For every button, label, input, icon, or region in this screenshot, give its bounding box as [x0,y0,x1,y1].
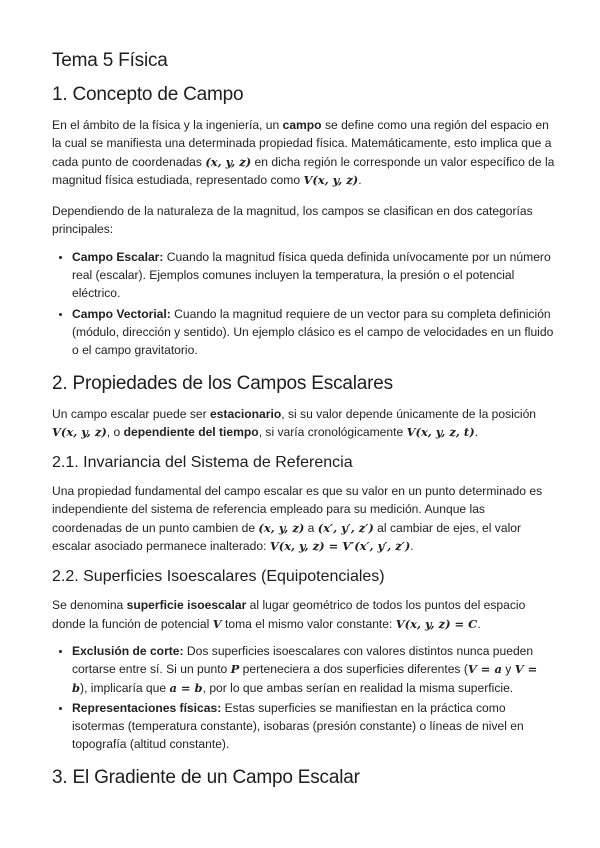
list-item: • Campo Vectorial: Cuando la magnitud requiere de un vector para su completa definición (módulo, dirección y sentido). Un ejemplo clásico es el campo de velocidades en un fluido o el campo gravitatorio. [72,305,556,360]
paragraph: Un campo escalar puede ser estacionario, si su valor depende únicamente de la posición V(x, y, z), o dependiente del tiempo, si varía cronológicamente V(x, y, z, t). [52,406,537,439]
section-gradiente [52,767,556,789]
list-item: • Exclusión de corte: Dos superficies isoescalares con valores distintos nunca pueden cortarse entre sí. Si un punto P perteneciera a dos superficies diferentes (V = a y V = b), implicaría que a = b, por lo que ambas serían en realidad la misma superficie. [72,642,556,697]
paragraph: En el ámbito de la física y la ingeniería, un campo se define como una región del espacio en la cual se manifiesta una determinada propiedad física. Matemáticamente, esto implica que a cada punto de coordenadas (x, y, z) en dicha región le corresponde un valor específico de la magnitud física estudiada, representado como V(x, y, z). [52,118,555,187]
section-heading: 2. Propiedades de los Campos Escalares [52,372,393,394]
section-superficies-isoescalares [52,568,556,753]
list-item: • Campo Escalar: Cuando la magnitud física queda definida unívocamente por un número real (escalar). Ejemplos comunes incluyen la temperatura, la presión o el potencial eléctrico. [72,248,556,303]
paragraph: Dependiendo de la naturaleza de la magnitud, los campos se clasifican en dos categorías principales: [52,204,533,237]
math-inline: V(x, y, z) = C [395,616,478,631]
math-inline: P [230,662,240,677]
section-propiedades-campos-escalares [52,373,556,442]
paragraph: Una propiedad fundamental del campo escalar es que su valor en un punto determinado es independiente del sistema de referencia empleado para su medición. Aunque las coordenadas de un punto cambien de (x, y, z) a (x′, y′, z′) al cambiar de ejes, el valor escalar asociado permanece inalterado: V(x, y, z) = V′(x′, y′, z′). [52,484,543,554]
math-inline: (x, y, z) [205,154,252,169]
math-inline: (x, y, z) [258,520,305,535]
math-inline: a = b [169,680,203,695]
section-heading: 3. El Gradiente de un Campo Escalar [52,766,360,788]
paragraph: Se denomina superficie isoescalar al lugar geométrico de todos los puntos del espacio donde la función de potencial V toma el mismo valor constante: V(x, y, z) = C. [52,598,526,631]
math-inline: V(x, y, z) [52,424,107,439]
section-heading: 1. Concepto de Campo [52,84,244,105]
subsection-heading: 2.1. Invariancia del Sistema de Referencia [52,454,353,472]
math-inline: V [212,616,222,631]
math-inline: V(x, y, z) [303,172,359,187]
section-invariancia [52,454,556,555]
math-inline: (x′, y′, z′) [317,520,374,535]
bullet-list [52,248,556,360]
list-item: • Representaciones físicas: Estas superficies se manifiestan en la práctica como isotermas (temperatura constante), isobaras (presión constante) o líneas de nivel en topografía (altitud constante). [72,699,556,754]
bullet-list [52,642,556,754]
subsection-heading: 2.2. Superficies Isoescalares (Equipotenciales) [52,568,385,586]
section-concepto-campo [52,84,556,360]
math-inline: V(x, y, z, t) [406,424,475,439]
math-inline: V(x, y, z) = V′(x′, y′, z′) [269,539,411,554]
document-title: Tema 5 Física [52,50,168,71]
math-inline: V = b [72,662,538,695]
math-inline: V = a [467,662,502,677]
